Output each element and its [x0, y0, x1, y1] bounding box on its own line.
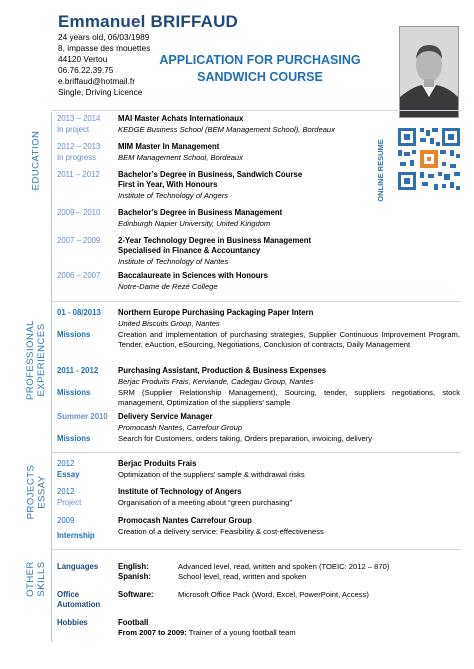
application-title-line1: APPLICATION FOR PURCHASING [159, 53, 361, 67]
project-title: Promocash Nantes Carrefour Group [118, 516, 252, 525]
exp-date: 01 - 08/2013 [57, 308, 101, 317]
skills-languages-label: Languages [57, 562, 99, 571]
exp-title: Purchasing Assistant, Production & Business Expenses [118, 366, 327, 375]
hobby-football-period: From 2007 to 2009: [118, 628, 187, 637]
project-type: Internship [57, 531, 95, 540]
skill-spanish-key: Spanish: [118, 572, 151, 581]
edu-title: Baccalaureate in Sciences with Honours [118, 271, 268, 280]
edu-date: 2011 – 2012 [57, 170, 100, 179]
exp-missions-label: Missions [57, 330, 91, 339]
qr-code[interactable] [396, 126, 462, 192]
project-date: 2012 [57, 459, 75, 468]
project-title: Berjac Produits Frais [118, 459, 197, 468]
skills-hobbies-label: Hobbies [57, 618, 88, 627]
divider-education [51, 110, 461, 111]
divider-projects [51, 452, 461, 453]
edu-title: MAI Master Achats Internationaux [118, 114, 244, 123]
contact-email[interactable]: e.briffaud@hotmail.fr [58, 76, 135, 86]
section-projects-label: PROJECTS ESSAY [25, 464, 47, 520]
candidate-name: Emmanuel BRIFFAUD [58, 12, 239, 31]
edu-date: 2012 – 2013 [57, 142, 101, 151]
edu-title: Specialised in Finance & Accountancy [118, 246, 261, 255]
contact-phone: 06.76.22.39.75 [58, 65, 114, 75]
edu-status: In project [57, 125, 90, 134]
exp-missions-text: Search for Customers, orders taking, Orders preparation, invoicing, delivery [118, 434, 373, 443]
divider-skills [51, 549, 461, 550]
exp-title: Northern Europe Purchasing Packaging Paper Intern [118, 308, 314, 317]
exp-missions-label: Missions [57, 434, 91, 443]
project-date: 2009 [57, 516, 75, 525]
edu-institution: Institute of Technology of Angers [118, 191, 229, 200]
project-text: Creation of a delivery service: Feasibility & cost-effectiveness [118, 527, 324, 536]
hobby-football: Football [118, 618, 149, 627]
exp-company: Berjac Produits Frais, Kerviande, Cadegau Group, Nantes [118, 377, 314, 386]
edu-institution: BEM Management School, Bordeaux [118, 153, 243, 162]
edu-institution: Notre-Dame de Rezé College [118, 282, 218, 291]
edu-date: 2009 – 2010 [57, 208, 101, 217]
contact-block [58, 32, 150, 98]
edu-institution: Institute of Technology of Nantes [118, 257, 229, 266]
profile-photo [399, 26, 459, 118]
skill-software-key: Software: [118, 590, 154, 599]
hobby-football-role: Trainer of a young football team [186, 628, 296, 637]
edu-title: MIM Master In Management [118, 142, 220, 151]
skill-english-key: English: [118, 562, 149, 571]
exp-title: Delivery Service Manager [118, 412, 213, 421]
skill-spanish-value: School level, read, written and spoken [178, 572, 307, 581]
skills-office-label2: Automation [57, 600, 101, 609]
exp-company: Promocash Nantes, Carrefour Group [118, 423, 243, 432]
project-type: Essay [57, 470, 80, 479]
divider-experience [51, 301, 461, 302]
section-experience-label: PROFESSIONAL EXPERIENCES [25, 320, 48, 400]
contact-status: Single, Driving Licence [58, 87, 143, 97]
edu-title: 2-Year Technology Degree in Business Management [118, 236, 312, 245]
section-education-label: EDUCATION [30, 130, 42, 190]
exp-missions-label: Missions [57, 388, 91, 397]
application-title [150, 52, 370, 86]
skill-software-value: Microsoft Office Pack (Word, Excel, PowerPoint, Access) [178, 590, 369, 599]
application-title-line2: SANDWICH COURSE [197, 70, 323, 84]
contact-age: 24 years old, 06/03/1989 [58, 32, 150, 42]
exp-date: Summer 2010 [57, 412, 108, 421]
edu-institution: Edinburgh Napier University, United Kingdom [118, 219, 271, 228]
contact-city: 44120 Vertou [58, 54, 108, 64]
edu-date: 2006 – 2007 [57, 271, 101, 280]
edu-date: 2013 – 2014 [57, 114, 101, 123]
project-date: 2012 [57, 487, 75, 496]
project-text: Optimization of the suppliers’ sample & withdrawal risks [118, 470, 305, 479]
edu-title: Bachelor’s Degree in Business, Sandwich Course [118, 170, 303, 179]
edu-institution: KEDGE Business School (BEM Management School), Bordeaux [118, 125, 335, 134]
qr-code-icon [396, 126, 462, 192]
edu-title: Bachelor’s Degree in Business Management [118, 208, 283, 217]
exp-missions-text: SRM (Supplier Relationship Management), Sourcing, tender, suppliers negotiations, stock management, Optimization of the suppliers’ sample [118, 388, 460, 407]
online-resume-label: ONLINE RESUME [375, 138, 385, 202]
exp-missions-text: Creation and implementation of purchasing strategies, Supplier Continuous Improvement Program, Tender, eAuction, eSourcing, Negotiations, Conclusion of contracts, Daily Management [118, 330, 460, 349]
project-title: Institute of Technology of Angers [118, 487, 242, 496]
exp-company: United Biscuits Group, Nantes [118, 319, 220, 328]
contact-street: 8, impasse des mouettes [58, 43, 151, 53]
project-text: Organisation of a meeting about “green purchasing” [118, 498, 292, 507]
edu-date: 2007 – 2009 [57, 236, 101, 245]
skills-office-label: Office [57, 590, 80, 599]
portrait-image [400, 27, 458, 117]
edu-status: In progress [57, 153, 97, 162]
skill-english-value: Advanced level, read, written and spoken (TOEIC: 2012 – 870) [178, 562, 390, 571]
section-skills-label: OTHER SKILLS [25, 561, 47, 597]
hobby-football-detail [118, 628, 296, 637]
edu-title: First in Year, With Honours [118, 180, 218, 189]
exp-date: 2011 - 2012 [57, 366, 99, 375]
project-type: Project [57, 498, 82, 507]
